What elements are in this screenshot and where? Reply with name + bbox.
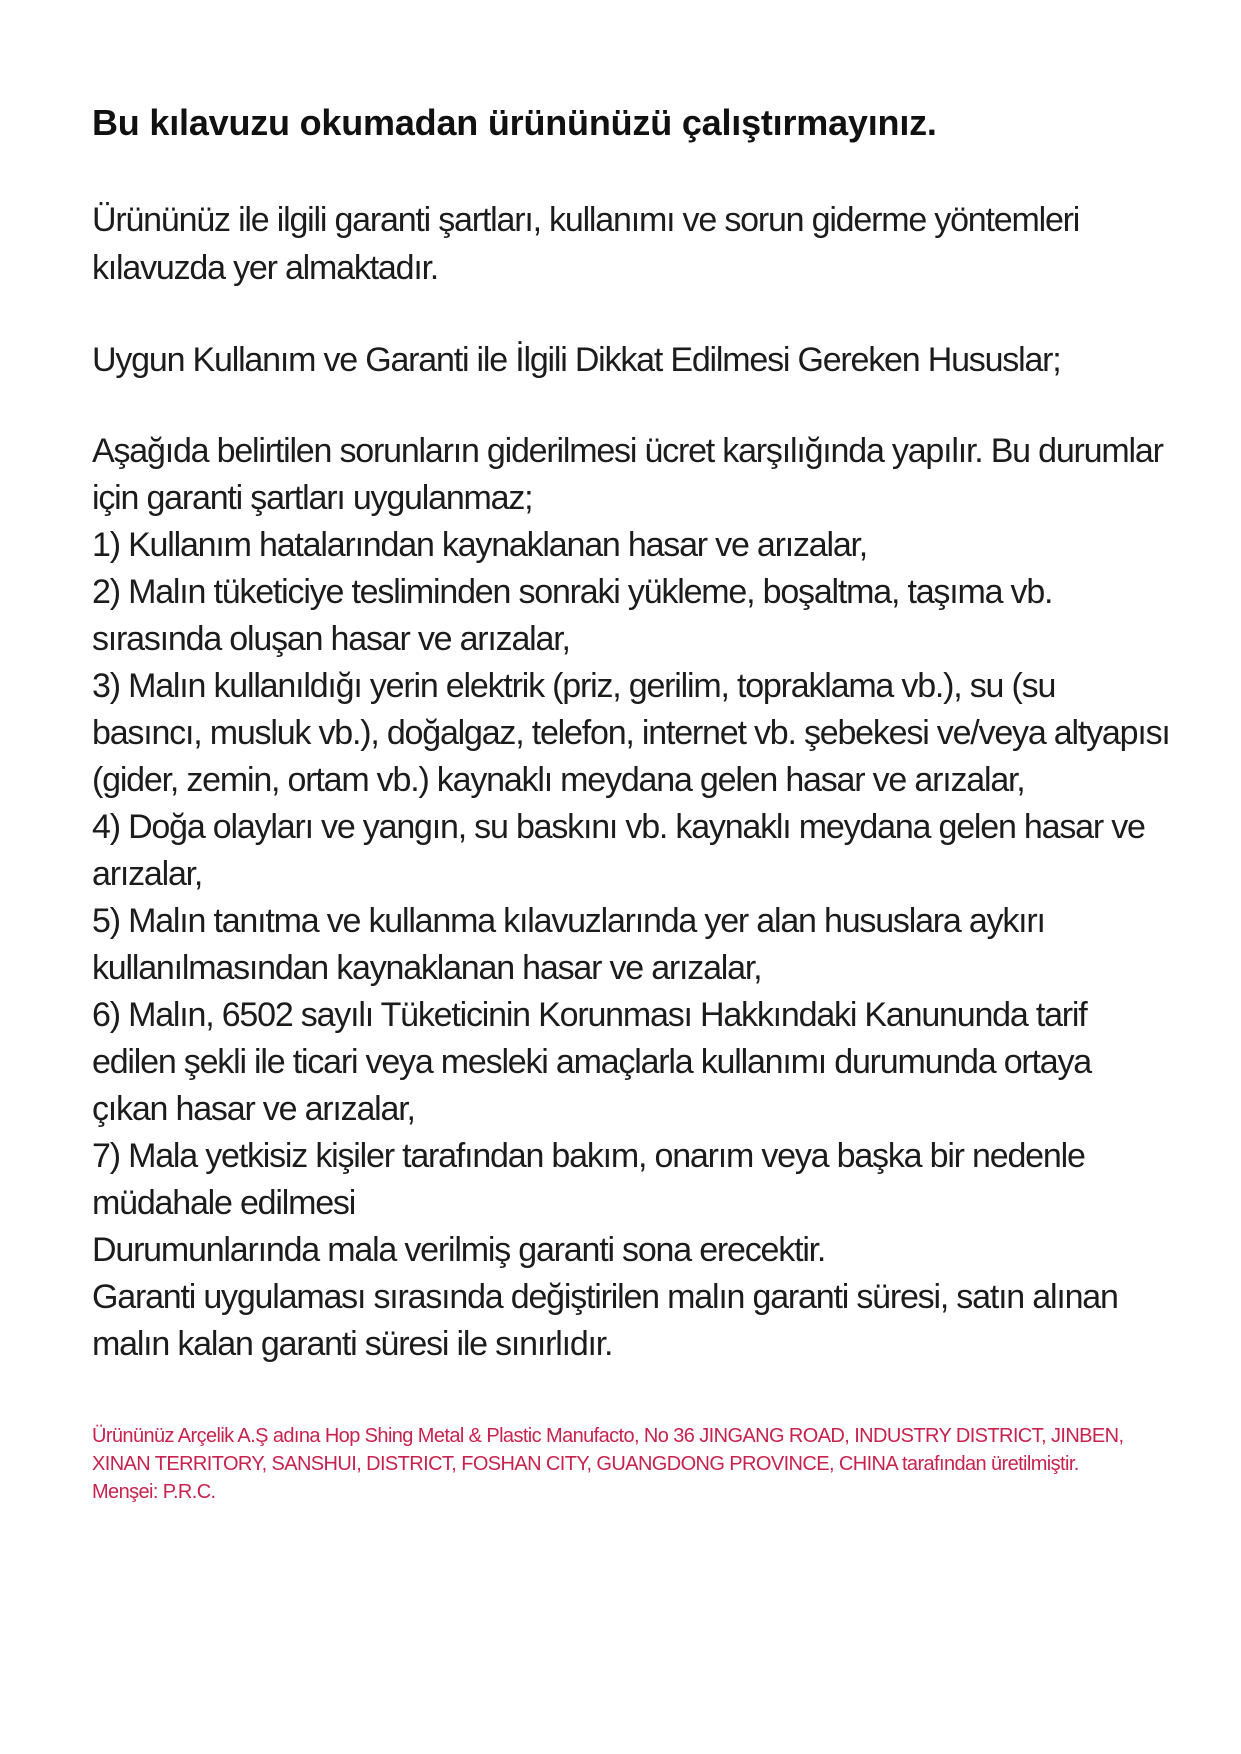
list-item: 6) Malın, 6502 sayılı Tüketicinin Korunması Hakkındaki Kanununda tarif edilen şekli ile ticari veya mesleki amaçlarla kullanımı durumunda ortaya çıkan hasar ve arızalar, xyxy=(92,996,1091,1128)
list-item: 2) Malın tüketiciye tesliminden sonraki yükleme, boşaltma, taşıma vb. sırasında oluşan hasar ve arızalar, xyxy=(92,573,1053,658)
manufacturer-text: Ürününüz Arçelik A.Ş adına Hop Shing Metal & Plastic Manufacto, No 36 JINGANG ROAD, INDUSTRY DISTRICT, JINBEN, XINAN TERRITORY, SANSHUI, DISTRICT, FOSHAN CITY, GUANGDONG PROVINCE, CHINA tarafından üretilmiştir. xyxy=(92,1425,1124,1475)
manufacturer-info xyxy=(92,1422,1172,1506)
list-item: 5) Malın tanıtma ve kullanma kılavuzlarında yer alan hususlara aykırı kullanılmasından kaynaklanan hasar ve arızalar, xyxy=(92,902,1045,987)
lead-paragraph: Aşağıda belirtilen sorunların giderilmesi ücret karşılığında yapılır. Bu durumlar için garanti şartları uygulanmaz; xyxy=(92,432,1163,517)
list-item: 1) Kullanım hatalarından kaynaklanan hasar ve arızalar, xyxy=(92,526,868,564)
list-item: 7) Mala yetkisiz kişiler tarafından bakım, onarım veya başka bir nedenle müdahale edilmesi xyxy=(92,1137,1085,1222)
list-item: 4) Doğa olayları ve yangın, su baskını vb. kaynaklı meydana gelen hasar ve arızalar, xyxy=(92,808,1145,893)
warranty-subheading: Uygun Kullanım ve Garanti ile İlgili Dikkat Edilmesi Gereken Hususlar; xyxy=(92,341,1061,379)
list-item: 3) Malın kullanıldığı yerin elektrik (priz, gerilim, topraklama vb.), su (su basıncı, musluk vb.), doğalgaz, telefon, internet vb. şebekesi ve/veya altyapısı (gider, zemin, ortam vb.) kaynaklı meydana gelen hasar ve arızalar, xyxy=(92,667,1170,799)
document-page xyxy=(92,100,1172,1506)
warranty-conditions xyxy=(92,428,1172,1368)
closing-line: Durumunlarında mala verilmiş garanti sona erecektir. xyxy=(92,1231,826,1269)
origin-text: Menşei: P.R.C. xyxy=(92,1481,216,1503)
closing-line: Garanti uygulaması sırasında değiştirilen malın garanti süresi, satın alınan malın kalan garanti süresi ile sınırlıdır. xyxy=(92,1278,1118,1363)
intro-paragraph: Ürününüz ile ilgili garanti şartları, kullanımı ve sorun giderme yöntemleri kılavuzda yer almaktadır. xyxy=(92,201,1080,287)
page-title: Bu kılavuzu okumadan ürününüzü çalıştırmayınız. xyxy=(92,102,937,143)
